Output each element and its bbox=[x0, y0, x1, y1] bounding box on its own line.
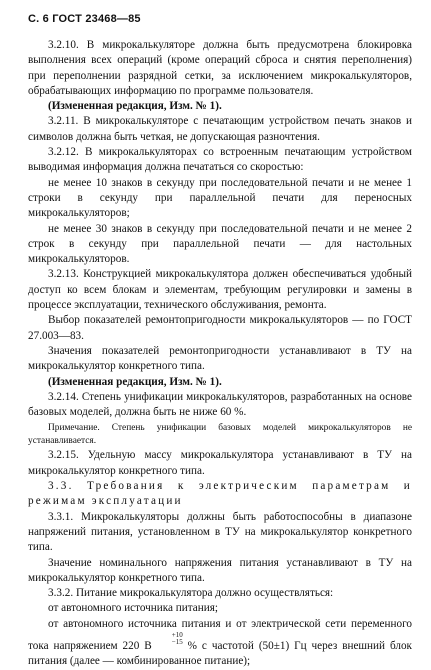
clause-3-3-2: 3.3.2. Питание микрокалькулятора должно осуществляться: bbox=[48, 587, 334, 600]
tolerance-lower: −15 bbox=[171, 637, 183, 646]
section-3-3-heading: 3.3. Требования к электрическим параметрам и режимам эксплуатации bbox=[28, 480, 412, 508]
page-header: С. 6 ГОСТ 23468—85 bbox=[28, 13, 141, 25]
power-option-combined-text: от автономного источника питания и от электрической сети переменного тока напряжением 220 В bbox=[28, 617, 412, 652]
clause-3-2-11: 3.2.11. В микрокалькуляторе с печатающим устройством печать знаков и символов должна быть четкая, не допускающая разночтения. bbox=[28, 115, 412, 143]
tolerance-upper: +10 bbox=[171, 630, 183, 639]
clause-3-3-1: 3.3.1. Микрокалькуляторы должны быть работоспособны в диапазоне напряжений питания, установленном в ТУ на микрокалькулятор конкретного типа. bbox=[28, 510, 412, 554]
maintainability-selection: Выбор показателей ремонтопригодности микрокалькуляторов — по ГОСТ 27.003—83. bbox=[28, 314, 412, 342]
clause-3-2-12: 3.2.12. В микрокалькуляторах со встроенным печатающим устройством выводимая информация должна печататься со скоростью: bbox=[28, 146, 412, 174]
nominal-voltage: Значение номинального напряжения питания устанавливают в ТУ на микрокалькулятор конкретного типа. bbox=[28, 556, 412, 584]
clause-3-2-15: 3.2.15. Удельную массу микрокалькулятора устанавливают в ТУ на микрокалькулятор конкретного типа. bbox=[28, 449, 412, 477]
document-body bbox=[28, 38, 412, 670]
clause-3-2-13: 3.2.13. Конструкцией микрокалькулятора должен обеспечиваться удобный доступ ко всем блокам и элементам, требующим регулировки и замены в процессе эксплуатации, технического обслуживания, ремонта. bbox=[28, 268, 412, 312]
amendment-note: (Измененная редакция, Изм. № 1). bbox=[48, 100, 222, 113]
power-option-battery: от автономного источника питания; bbox=[48, 602, 218, 615]
voltage-tolerance bbox=[152, 632, 183, 646]
print-speed-desktop: не менее 30 знаков в секунду при последовательной печати и не менее 2 строк в секунду при параллельной печати — для настольных микрокалькуляторов. bbox=[28, 222, 412, 266]
clause-3-2-14: 3.2.14. Степень унификации микрокалькуляторов, разработанных на основе базовых моделей, должна быть не ниже 60 %. bbox=[28, 390, 412, 419]
power-option-combined-tail: % с частотой (50±1) Гц через внешний блок питания (далее — комбинированное питание); bbox=[28, 639, 412, 668]
maintainability-values: Значения показателей ремонтопригодности устанавливают в ТУ на микрокалькулятор конкретного типа. bbox=[28, 344, 412, 373]
amendment-note: (Измененная редакция, Изм. № 1). bbox=[48, 375, 222, 388]
clause-3-2-10: 3.2.10. В микрокалькуляторе должна быть предусмотрена блокировка выполнения всех операций (кроме операций сброса и снятия переполнения) при переполнении разрядной сетки, за исключением микрокалькуляторов, обрабатывающих информацию по программе пользователя. bbox=[28, 39, 412, 97]
power-option-combined bbox=[28, 617, 412, 670]
print-speed-portable: не менее 10 знаков в секунду при последовательной печати и не менее 1 строки в секунду при параллельной печати для переносных микрокалькуляторов; bbox=[28, 176, 412, 220]
unification-note: Примечание. Степень унификации базовых моделей микрокалькуляторов не устанавливается. bbox=[28, 423, 412, 446]
